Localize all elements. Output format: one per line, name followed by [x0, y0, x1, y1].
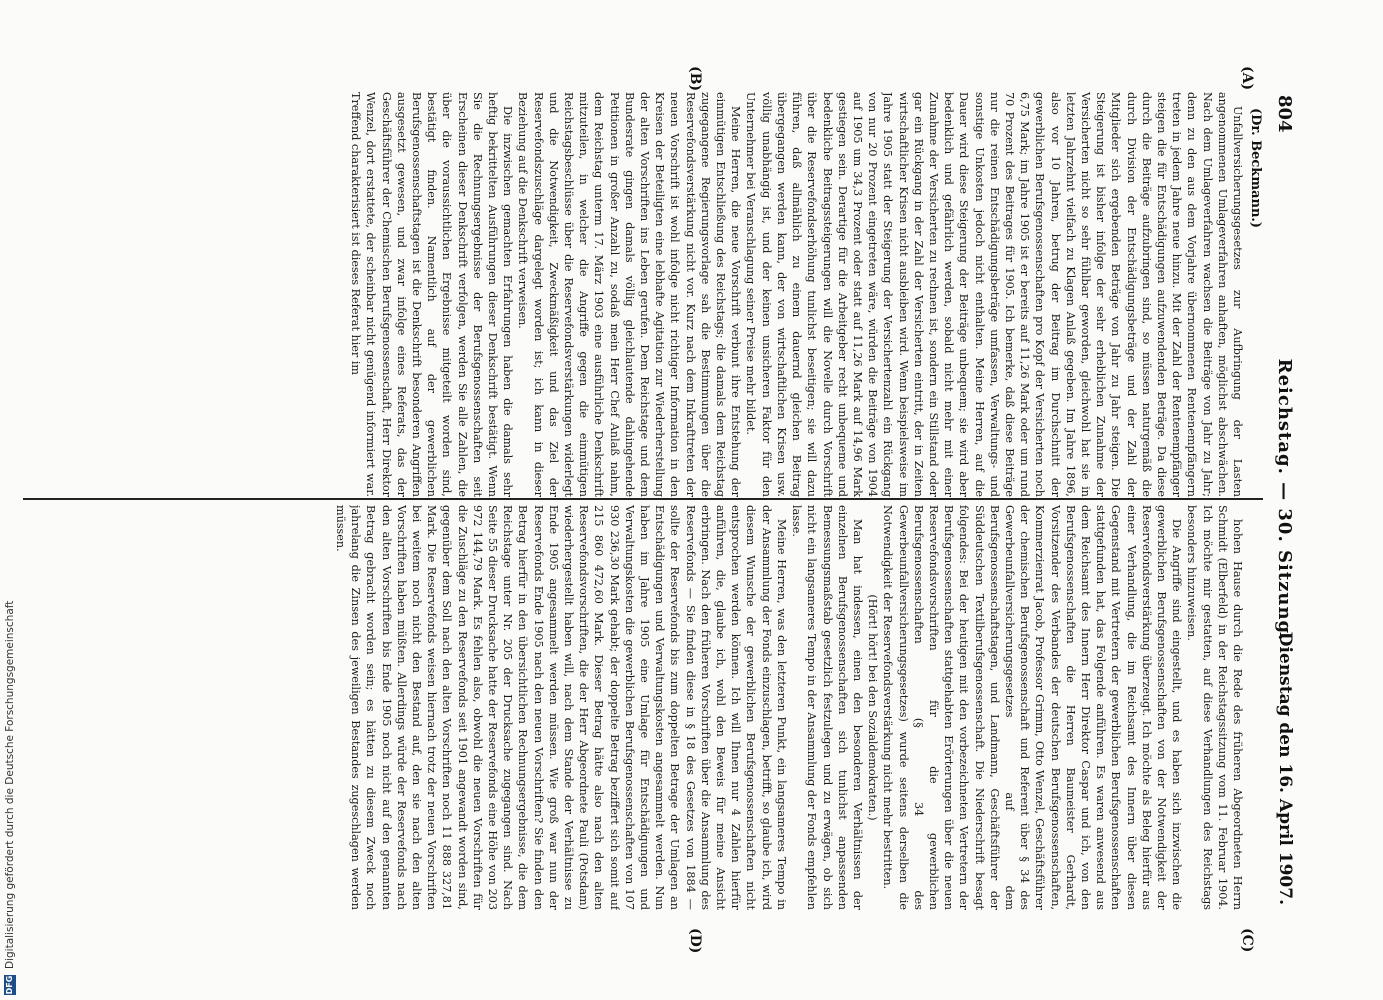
paragraph: Die inzwischen gemachten Erfahrungen haben die damals sehr heftig bekrittelten Ausführungen dieser Denkschrift bestätigt. Wenn Sie die Rechnungsergebnisse der Berufsgenossenschaften seit Erscheinen dieser Denkschrift verfolgen, werden Sie alle Zahlen, die über die voraussichtlichen Ergebnisse mitgeteilt worden sind, bestätigt finden. Namentlich auf der gewerblichen Berufsgenossenschaftstagen ist die Denkschrift besonderen Angriffen ausgesetzt gewesen, und zwar infolge eines Referats, das der Geschäftsführer der Chemischen Berufsgenossenschaft, Herr Direktor Wenzel, dort erstattete, der scheinbar nicht genügend informiert war. Treffend charakterisiert ist dieses Referat hier im — [349, 92, 515, 497]
paragraph: hohen Hause durch die Rede des früheren Abgeordneten Herrn Schmidt (Elberfeld) in der Reichstagssitzung vom 11. Februar 1904. Ich möchte mir gestatten, auf diese Verhandlungen des Reichstags besonders hinzuweisen. — [1185, 505, 1244, 910]
margin-mark-d: (D) — [687, 928, 703, 954]
dfg-logo-icon: DFG — [5, 975, 14, 995]
column-divider — [23, 498, 1263, 500]
margin-mark-a: (A) — [1239, 66, 1255, 91]
header-date: Dienstag den 16. April 1907. — [1275, 631, 1295, 905]
paragraph: Meine Herren, die neue Vorschrift verbunt ihre Entstehung der einmütigen Entschließung des Reichstags; die damals dem Reichstag zugegangene Regierungsvorlage sah die Bestimmungen über die Reservefondsverstärkung nicht vor. Kurz nach dem Inkrafttreten der neuen Vorschrift ist wohl infolge nicht richtiger Information in den Kreisen der Beteiligten eine lebhafte Agitation zur Wiederherstellung der alten Vorschriften ins Leben gerufen. Dem Reichstage und dem Bundesrate gingen damals völlig gleichlautende dahingehende Petitionen in großer Anzahl zu, sodaß mein Herr Chef Anlaß nahm, dem Reichstag unterm 17. März 1903 eine ausführliche Denkschrift mitzuteilen, in welcher die Angriffe gegen die einmütigen Reichstagsbeschlüsse über die Reservefondsverstärkungen widerlegt und die Notwendigkeit, Zweckmäßigkeit und das Ziel der Reservefondszuschläge dargelegt worden ist; ich kann in dieser Beziehung auf die Denkschrift verweisen. — [516, 92, 743, 497]
paragraph: Unfallversicherungsgesetzes zur Aufbringung der Lasten angenommenen Umlageverfahren anhaften, möglichst abschwächen. Nach dem Umlageverfahren wachsen die Beiträge von Jahr zu Jahr; denn zu den aus dem Vorjahre übernommenen Rentenempfängern treten in jedem Jahre neue hinzu. Mit der Zahl der Rentenempfänger steigen die für Entschädigungen aufzuwendenden Beträge. Da diese durch die Beiträge aufzubringen sind, so müssen naturgemäß die durch Division der Entschädigungsbeträge und der Zahl der Mitglieder sich ergebenden Beträge von Jahr zu Jahr steigen. Die Steigerung ist bisher infolge der sehr erheblichen Zunahme der Versicherten nicht so sehr fühlbar geworden, gleichwohl hat sie in letzten Jahrzehnt vielfach zu Klagen Anlaß gegeben. Im Jahre 1896, also vor 10 Jahren, betrug der Beitrag im Durchschnitt der gewerblichen Berufsgenossenschaften pro Kopf der Versicherten noch 6,75 Mark; im Jahre 1905 ist er bereits auf 11,26 Mark oder um rund 70 Prozent des Beitrages für 1905. Ich bemerke, daß diese Beiträge nur die reinen Entschädigungsbeträge umfassen, Verwaltungs- und sonstige Unkosten jedoch nicht enthalten. Meine Herren, auf die Dauer wird diese Steigerung der Beiträge unbequem; sie wird aber bedenklich und gefährlich werden, sobald nicht mehr mit einer Zunahme der Versicherten zu rechnen ist, sondern ein Stillstand oder gar ein Rückgang in der Zahl der Versicherten eintritt, der in Zeiten wirtschaftlicher Krisen nicht ausbleiben wird. Wenn beispielsweise im Jahre 1905 statt der Steigerung der Versichertenzahl ein Rückgang von nur 20 Prozent eingetreten wäre, würden die Beiträge von 1904 auf 1905 um 34,3 Prozent oder statt auf 11,26 Mark auf 14,96 Mark gestiegen sein. Derartige für die Arbeitgeber recht unbequeme und bedenkliche Beitragssteigerungen will die Novelle durch Vorschrift über die Reservefondserhöhung tunlichst beseitigen; sie will dazu führen, daß allmählich zu einem dauernd gleichen Beitrag übergegangen werden kann, der von wirtschaftlichen Krisen usw. völlig unabhängig ist, und der keinen unsicheren Faktor für den Unternehmer bei Veranschlagung seiner Preise mehr bildet. — [744, 92, 1244, 497]
running-header — [1265, 0, 1295, 1000]
left-column — [25, 92, 1245, 497]
page-number: 804 — [1274, 95, 1295, 133]
paragraph: (Hört! hört! bei den Sozialdemokraten.) — [866, 594, 880, 821]
digitization-credit — [0, 0, 24, 1000]
header-title: Reichstag. — 30. Sitzung. — [1274, 358, 1295, 642]
paragraph: Die Angriffe sind eingestellt, und es haben sich inzwischen die gewerblichen Berufsgenossenschaften von der Notwendigkeit der Reservefondsverstärkung überzeugt. Ich möchte als Beleg hierfür aus einer Verhandlung, die im Reichsamt des Innern über diesen Gegenstand mit Vertretern der gewerblichen Berufsgenossenschaften stattgefunden hat, das Folgende anführen. Es waren anwesend aus dem Reichsamt des Innern Herr Direktor Caspar und ich, von den Berufsgenossenschaften die Herren Baumeister Gerhardt, Vorsitzender des Verbandes der deutschen Berufsgenossenschaften, Kommerzienrat Jacob, Professor Grimm, Otto Wenzel, Geschäftsführer der chemischen Berufsgenossenschaft und Referent über § 34 des Gewerbeunfallversicherungsgesetzes auf dem Berufsgenossenschaftstagen, und Landmann, Geschäftsführer der Süddeutschen Textilberufsgenossenschaft. Die Niederschrift besagt folgendes: Bei der heutigen mit den vorbezeichneten Vertretern der Berufsgenossenschaften stattgehabten Erörterungen über die neuen Reservefondsvorschriften für die gewerblichen Berufsgenossenschaften (§ 34 des Gewerbeunfallversicherungsgesetzes) wurde seitens derselben die Notwendigkeit der Reservefondsverstärkung nicht mehr bestritten. — [881, 505, 1184, 910]
margin-mark-b: (B) — [687, 66, 703, 92]
speaker-label: (Dr. Beckmann.) — [1248, 108, 1263, 229]
credit-text: Digitalisierung gefördert durch die Deutsche Forschungsgemeinschaft — [4, 600, 16, 969]
right-column — [25, 505, 1245, 910]
paragraph: Meine Herren, was den letzteren Punkt, ein langsameres Tempo in der Ansammlung der Fonds einzuschlagen, betrifft, so glaube ich, wird diesem Wunsche der gewerblichen Berufsgenossenschaften nicht entsprochen werden können. Ich will Ihnen nur 4 Zahlen hierfür anführen, die, glaube ich, wohl den Beweis für meine Ansicht erbringen. Nach den früheren Vorschriften über die Ansammlung des Reservefonds — Sie finden diese in § 18 des Gesetzes von 1884 — sollte der Reservefonds bis zum doppelten Betrage der Umlagen an Entschädigungen und Verwaltungskosten angesammelt werden. Nun haben im Jahre 1905 eine Umlage für Entschädigungen und Verwaltungskosten die gewerblichen Berufsgenossenschaften von 107 930 236,30 Mark gehabt; der doppelte Betrag beziffert sich somit auf 215 860 472,60 Mark. Dieser Betrag hätte also nach den alten Reservefondsvorschriften, die der Herr Abgeordnete Pauli (Potsdam) wiederhergestellt haben will, nach dem Stande der Verhältnisse zu Ende 1905 angesammelt werden müssen. Wie groß war nun der Reservefonds Ende 1905 nach den neuen Vorschriften? Sie finden den Betrag hierfür in den übersichtlichen Rechnungsergebnisse, die dem Reichstage unter Nr. 205 der Drucksache zugegangen sind. Nach Seite 55 dieser Drucksache hatte der Reservefonds eine Höhe von 203 972 144,79 Mark. Es fehlen also, obwohl die neuen Vorschriften für die Zuschläge zu den Reservefonds seit 1901 angewandt worden sind, gegenüber dem Soll nach den alten Vorschriften noch 11 888 327,81 Mark. Die Reservefonds weisen hiernach trotz der neuen Vorschriften bei weitem noch nicht den Bestand auf, den sie nach den alten Vorschriften haben müßten. Allerdings würde der Reservefonds nach den alten Vorschriften bis Ende 1905 noch nicht auf den genannten Betrag gebracht worden sein; es hätten zu diesem Zweck noch jahrelang die Zinsen des jeweiligen Bestandes zugeschlagen werden müssen. — [334, 505, 788, 910]
margin-mark-c: (C) — [1239, 928, 1255, 953]
paragraph: Man hat indessen, einen den besonderen Verhältnissen der einzelnen Berufsgenossenschaften sich tunlichst anpassenden Bemessungsmaßstab gesetzlich festzulegen und zu erwägen, ob sich nicht ein langsameres Tempo in der Ansammlung der Fonds empfehlen lasse. — [790, 505, 864, 910]
